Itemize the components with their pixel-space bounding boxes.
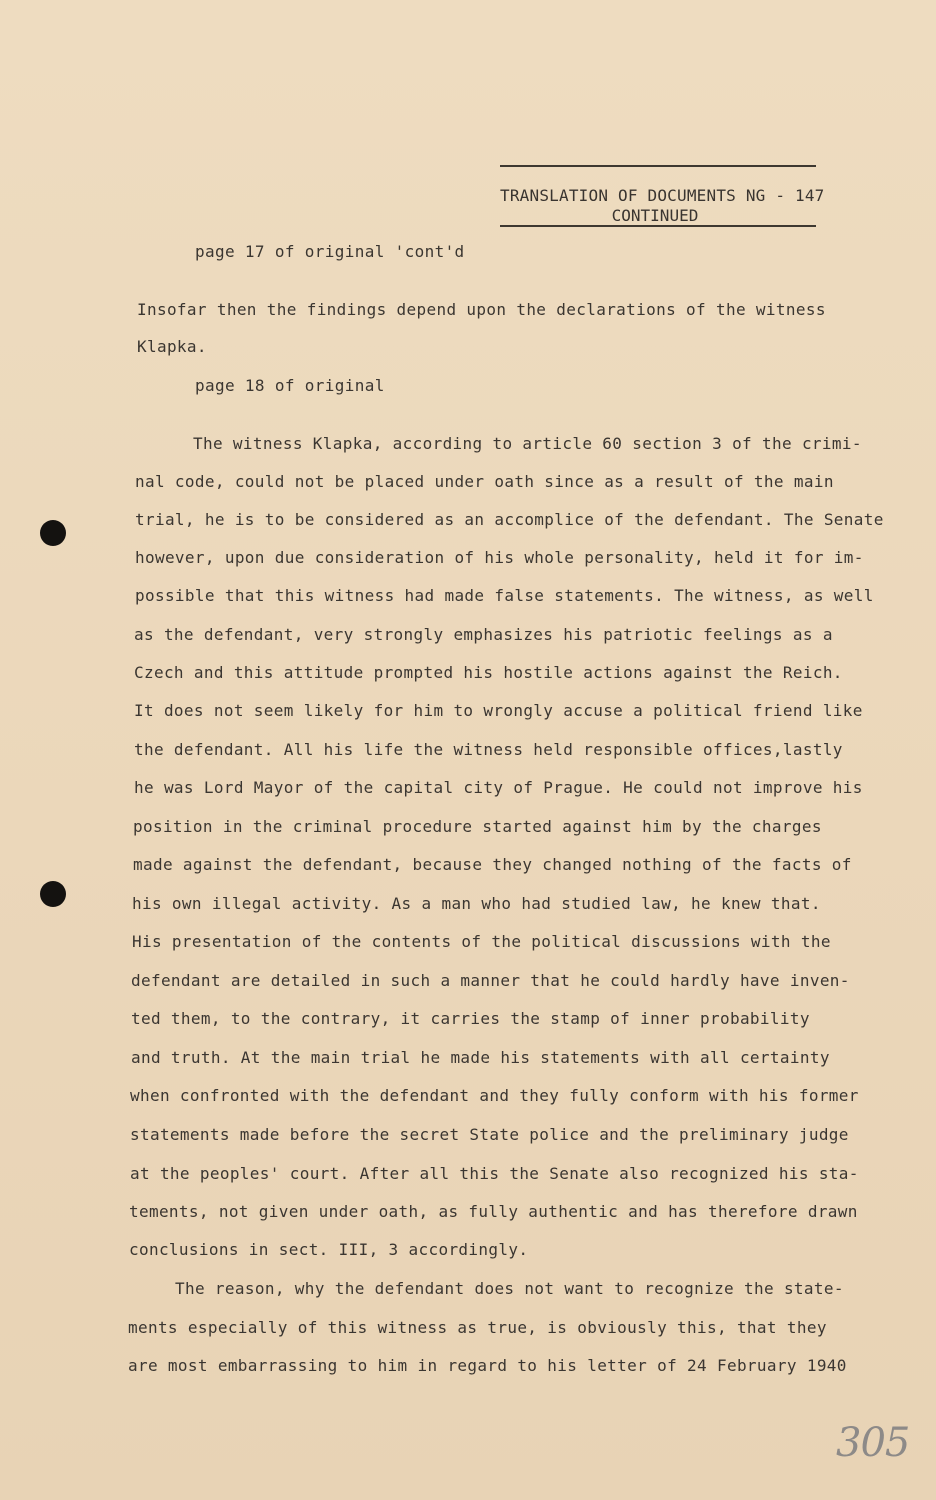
text-line: Klapka. [137,337,207,356]
text-line: ted them, to the contrary, it carries the stamp of inner probability [131,1009,810,1028]
text-line: His presentation of the contents of the political discussions with the [132,932,831,951]
page-17-note: page 17 of original 'cont'd [195,242,465,261]
text-line: defendant are detailed in such a manner that he could hardly have inven- [131,971,850,990]
text-line: however, upon due consideration of his whole personality, held it for im- [135,548,864,567]
text-line: he was Lord Mayor of the capital city of Prague. He could not improve his [134,778,863,797]
text-line: The witness Klapka, according to article 60 section 3 of the crimi- [193,434,862,453]
text-line: The reason, why the defendant does not want to recognize the state- [175,1279,844,1298]
text-line: tements, not given under oath, as fully authentic and has therefore drawn [129,1202,858,1221]
text-line: the defendant. All his life the witness held responsible offices,lastly [134,740,843,759]
text-line: and truth. At the main trial he made his statements with all certainty [131,1048,830,1067]
page-18-note: page 18 of original [195,376,385,395]
text-line: at the peoples' court. After all this the Senate also recognized his sta- [130,1164,859,1183]
text-line: position in the criminal procedure started against him by the charges [133,817,822,836]
text-line: made against the defendant, because they changed nothing of the facts of [133,855,852,874]
document-subtitle: CONTINUED [611,206,699,225]
text-line: when confronted with the defendant and they fully conform with his former [130,1086,859,1105]
text-line: are most embarrassing to him in regard to his letter of 24 February 1940 [128,1356,847,1375]
punch-hole [40,520,66,546]
text-line: It does not seem likely for him to wrongly accuse a political friend like [134,701,863,720]
text-line: Insofar then the findings depend upon the declarations of the witness [137,300,826,319]
text-line: trial, he is to be considered as an accomplice of the defendant. The Senate [135,510,884,529]
header-bottom-rule [500,225,816,227]
text-line: Czech and this attitude prompted his hostile actions against the Reich. [134,663,843,682]
text-line: statements made before the secret State police and the preliminary judge [130,1125,849,1144]
text-line: conclusions in sect. III, 3 accordingly. [129,1240,529,1259]
document-title: TRANSLATION OF DOCUMENTS NG - 147 [500,186,825,205]
header-top-rule [500,165,816,167]
text-line: his own illegal activity. As a man who had studied law, he knew that. [132,894,821,913]
handwritten-page-number: 305 [836,1420,910,1466]
punch-hole [40,881,66,907]
text-line: nal code, could not be placed under oath since as a result of the main [135,472,834,491]
text-line: ments especially of this witness as true, is obviously this, that they [128,1318,827,1337]
text-line: as the defendant, very strongly emphasizes his patriotic feelings as a [134,625,833,644]
text-line: possible that this witness had made false statements. The witness, as well [135,586,874,605]
